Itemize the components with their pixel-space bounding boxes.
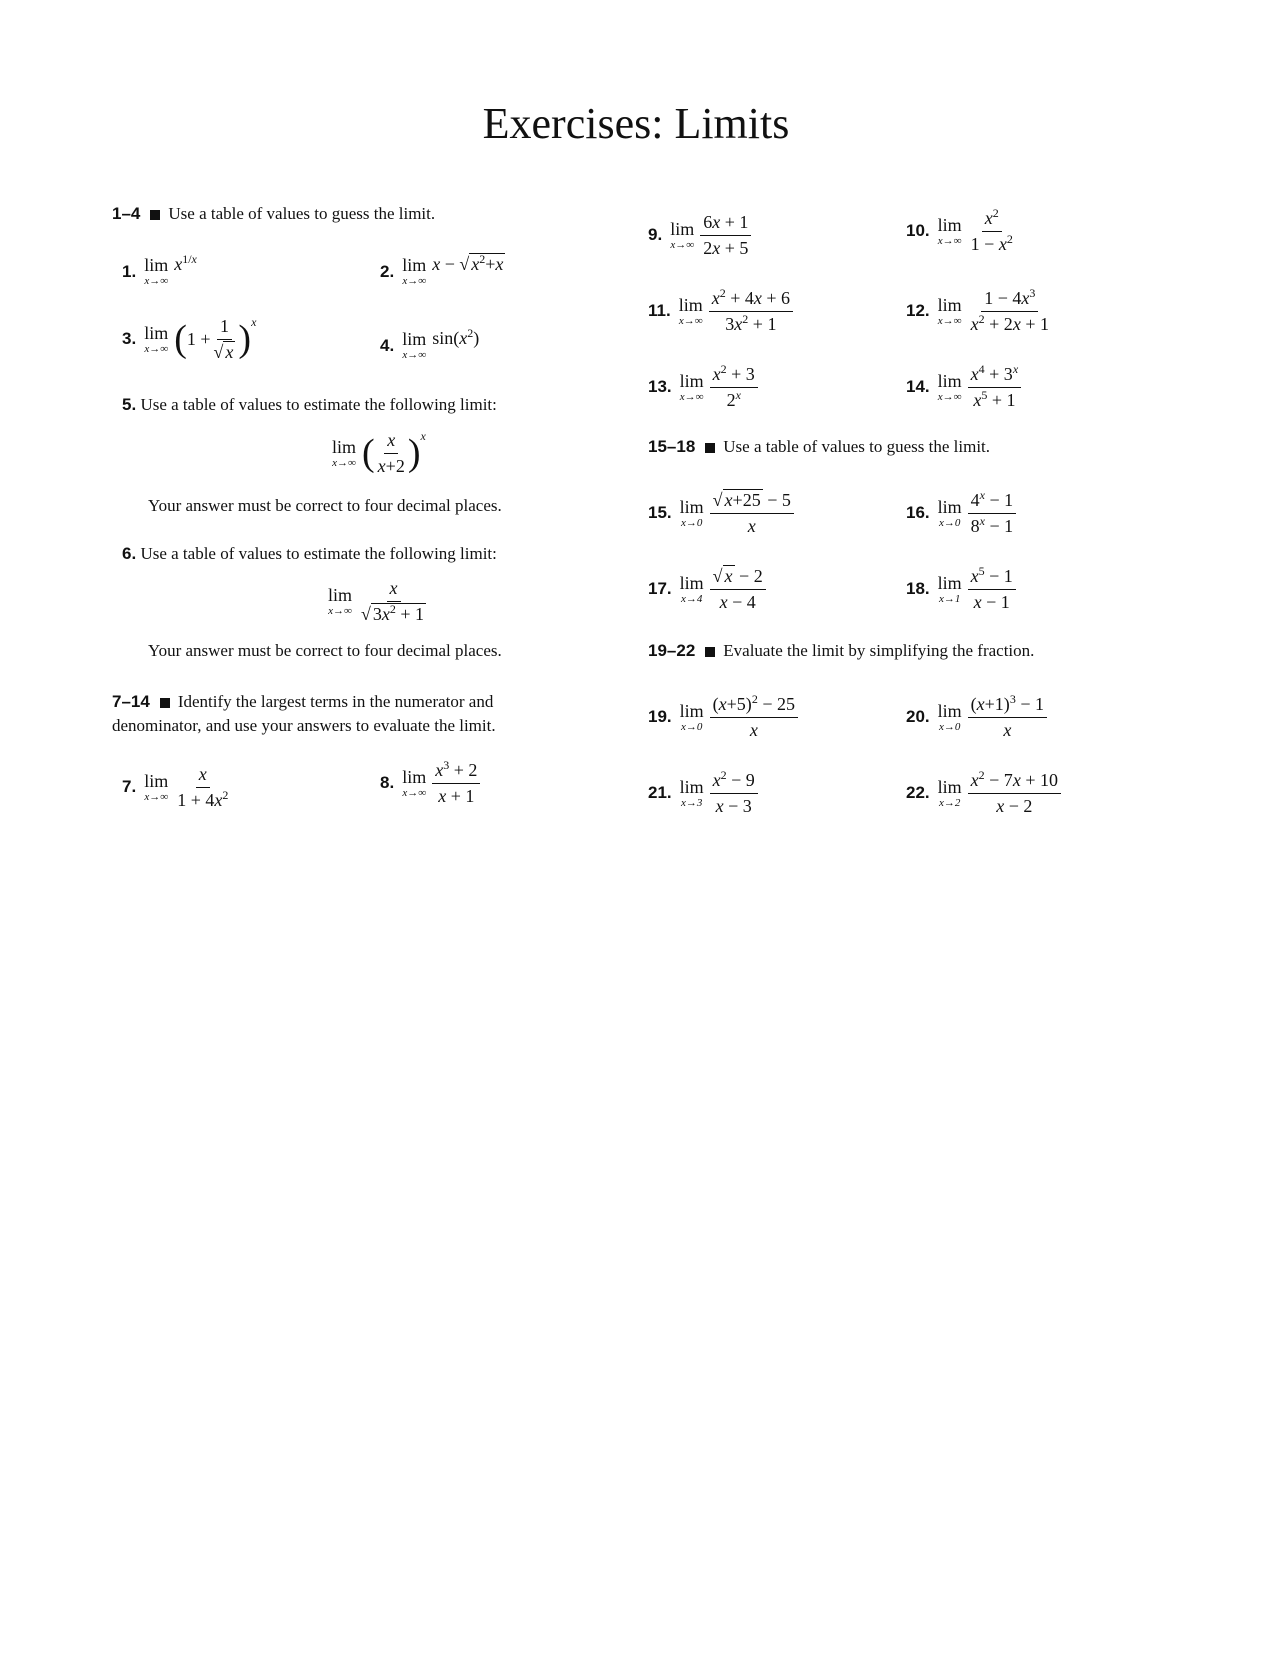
problem-number: 13. bbox=[648, 377, 672, 397]
limit-operator: lim x→∞ bbox=[937, 294, 962, 327]
section-number: 7–14 bbox=[112, 692, 150, 711]
section-instruction: Evaluate the limit by simplifying the fraction. bbox=[723, 641, 1035, 660]
problem-12: 12. lim x→∞ $\frac{1 - 4x^3}{x^2 + 2x + 1}$ bbox=[906, 286, 1049, 334]
problem-number: 18. bbox=[906, 579, 930, 599]
section-number: 19–22 bbox=[648, 641, 696, 660]
problem-number: 17. bbox=[648, 579, 672, 599]
limit-operator: lim x→4 bbox=[679, 572, 704, 605]
section-instruction: Use a table of values to guess the limit. bbox=[723, 437, 991, 456]
problem-16: 16. lim x→0 $\frac{4^x - 1}{8^x - 1}$ bbox=[906, 490, 1016, 536]
problem-6 bbox=[122, 544, 497, 564]
problem-17: 17. lim x→4 $\frac{√ x - 2}{x - 4}$ bbox=[648, 566, 766, 612]
problem-number: 15. bbox=[648, 503, 672, 523]
problem-2: 2. lim x→∞ x − √ $x^2+x$ bbox=[380, 252, 504, 287]
square-bullet-icon bbox=[705, 647, 715, 657]
limit-operator: lim x→∞ bbox=[678, 294, 703, 327]
problem-21: 21. lim x→3 $\frac{x^2 - 9}{x - 3}$ bbox=[648, 770, 758, 816]
section-instruction-line-2: denominator, and use your answers to evaluate the limit. bbox=[112, 716, 496, 735]
limit-operator: lim x→∞ bbox=[402, 255, 427, 287]
limit-operator: lim x→∞ bbox=[670, 218, 695, 251]
problem-19: 19. lim x→0 $\frac{(x+5)^2 - 25}{x}$ bbox=[648, 694, 798, 740]
problem-number: 7. bbox=[122, 777, 137, 797]
problem-6-note: Your answer must be correct to four decimal places. bbox=[148, 641, 502, 660]
problem-instruction: Use a table of values to estimate the following limit: bbox=[140, 395, 497, 414]
problem-number: 16. bbox=[906, 503, 930, 523]
problem-number: 4. bbox=[380, 335, 395, 355]
section-number: 1–4 bbox=[112, 204, 141, 223]
section-header-7-14 bbox=[112, 690, 496, 738]
problem-number: 14. bbox=[906, 377, 930, 397]
limit-operator: lim x→2 bbox=[937, 776, 962, 809]
problem-4: 4. lim x→∞ $\sin(x^2)$ bbox=[380, 326, 480, 361]
problem-5-note: Your answer must be correct to four decimal places. bbox=[148, 496, 502, 515]
problem-number: 5. bbox=[122, 395, 137, 414]
problem-6-formula: lim x→∞ $\frac{x}{√ 3x^2 + 1}$ bbox=[328, 578, 425, 624]
section-header-19-22 bbox=[648, 641, 1034, 661]
problem-number: 22. bbox=[906, 783, 930, 803]
limit-operator: lim x→∞ bbox=[144, 770, 169, 803]
section-number: 15–18 bbox=[648, 437, 696, 456]
limit-operator: lim x→3 bbox=[679, 776, 704, 809]
limit-operator: lim x→∞ bbox=[937, 370, 962, 403]
problem-13: 13. lim x→∞ $\frac{x^2 + 3}{2^x}$ bbox=[648, 364, 758, 410]
limit-operator: lim x→∞ bbox=[332, 436, 357, 469]
section-header-1-4 bbox=[112, 204, 435, 224]
problem-number: 21. bbox=[648, 783, 672, 803]
limit-operator: lim x→0 bbox=[937, 496, 962, 529]
problem-number: 8. bbox=[380, 773, 395, 793]
problem-number: 10. bbox=[906, 221, 930, 241]
problem-number: 20. bbox=[906, 707, 930, 727]
problem-number: 1. bbox=[122, 261, 137, 281]
problem-number: 12. bbox=[906, 301, 930, 321]
problem-5-formula: lim x→∞ ( $\frac{x}{x+2}$ ) x bbox=[332, 429, 426, 476]
problem-10: 10. lim x→∞ $\frac{x^2}{1 - x^2}$ bbox=[906, 206, 1013, 254]
problem-22: 22. lim x→2 $\frac{x^2 - 7x + 10}{x - 2}$ bbox=[906, 770, 1061, 816]
limit-operator: lim x→∞ bbox=[402, 329, 427, 361]
problem-number: 3. bbox=[122, 329, 137, 349]
problem-number: 2. bbox=[380, 261, 395, 281]
problem-number: 6. bbox=[122, 544, 137, 563]
problem-15: 15. lim x→0 $\frac{√ x+25 - 5}{x}$ bbox=[648, 490, 794, 536]
problem-1: 1. lim x→∞ $x^{1/x}$ bbox=[122, 252, 197, 287]
section-instruction: Use a table of values to guess the limit. bbox=[168, 204, 436, 223]
limit-operator: lim x→∞ bbox=[144, 255, 169, 287]
problem-7: 7. lim x→∞ $\frac{x}{1 + 4x^2}$ bbox=[122, 764, 229, 810]
problem-3: 3. lim x→∞ ( 1 + $\frac{1}{√ x}$ ) x bbox=[122, 315, 257, 362]
square-bullet-icon bbox=[160, 698, 170, 708]
problem-14: 14. lim x→∞ $\frac{x^4 + 3^x}{x^5 + 1}$ bbox=[906, 364, 1021, 410]
problem-18: 18. lim x→1 $\frac{x^5 - 1}{x - 1}$ bbox=[906, 566, 1016, 612]
section-header-15-18 bbox=[648, 437, 990, 457]
limit-operator: lim x→∞ bbox=[679, 370, 704, 403]
problem-9: 9. lim x→∞ $\frac{6x + 1}{2x + 5}$ bbox=[648, 212, 751, 258]
limit-operator: lim x→∞ bbox=[144, 322, 169, 355]
problem-instruction: Use a table of values to estimate the following limit: bbox=[140, 544, 497, 563]
problem-number: 11. bbox=[648, 301, 671, 321]
square-bullet-icon bbox=[705, 443, 715, 453]
limit-operator: lim x→1 bbox=[937, 572, 962, 605]
limit-operator: lim x→∞ bbox=[402, 766, 427, 799]
limit-operator: lim x→0 bbox=[937, 700, 962, 733]
problem-number: 9. bbox=[648, 225, 663, 245]
problem-number: 19. bbox=[648, 707, 672, 727]
problem-11: 11. lim x→∞ $\frac{x^2 + 4x + 6}{3x^2 + 1}$ bbox=[648, 288, 793, 334]
problem-8: 8. lim x→∞ $\frac{x^3 + 2}{x + 1}$ bbox=[380, 760, 480, 806]
page-title: Exercises: Limits bbox=[482, 99, 790, 148]
problem-20: 20. lim x→0 $\frac{(x+1)^3 - 1}{x}$ bbox=[906, 694, 1047, 740]
limit-operator: lim x→0 bbox=[679, 700, 704, 733]
limit-operator: lim x→∞ bbox=[328, 584, 353, 617]
section-instruction-line-1: Identify the largest terms in the numerator and bbox=[177, 692, 494, 711]
square-bullet-icon bbox=[150, 210, 160, 220]
limit-operator: lim x→0 bbox=[679, 496, 704, 529]
limit-operator: lim x→∞ bbox=[937, 214, 962, 247]
problem-5 bbox=[122, 395, 497, 415]
